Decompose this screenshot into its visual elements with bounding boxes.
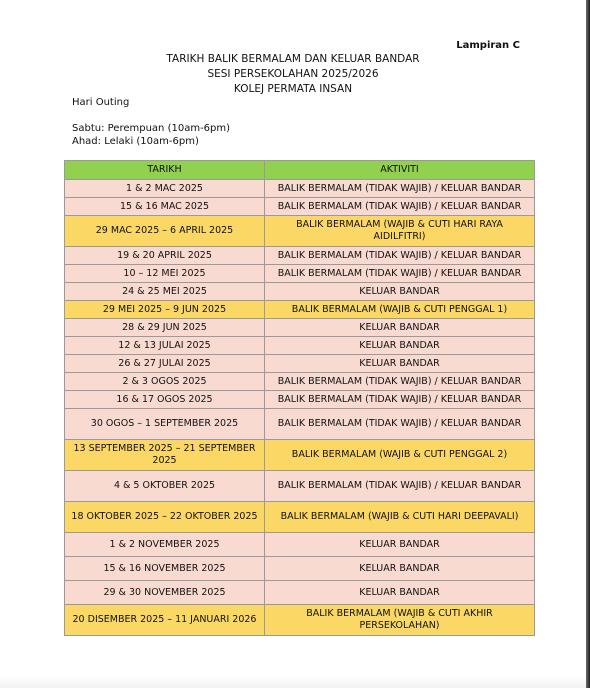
date-cell: 28 & 29 JUN 2025 [65, 319, 265, 337]
table-row [65, 557, 535, 581]
date-cell: 30 OGOS – 1 SEPTEMBER 2025 [65, 409, 265, 440]
table-row [65, 216, 535, 247]
date-cell: 29 & 30 NOVEMBER 2025 [65, 581, 265, 605]
table-row [65, 409, 535, 440]
activity-cell: KELUAR BANDAR [265, 557, 535, 581]
table-row [65, 265, 535, 283]
activity-cell: BALIK BERMALAM (TIDAK WAJIB) / KELUAR BANDAR [265, 265, 535, 283]
schedule-table [64, 160, 535, 636]
date-cell: 20 DISEMBER 2025 – 11 JANUARI 2026 [65, 605, 265, 636]
date-cell: 1 & 2 NOVEMBER 2025 [65, 533, 265, 557]
page-bottom-shade [0, 676, 586, 688]
date-cell: 13 SEPTEMBER 2025 – 21 SEPTEMBER 2025 [65, 440, 265, 471]
activity-cell: KELUAR BANDAR [265, 337, 535, 355]
table-row [65, 581, 535, 605]
saturday-info: Sabtu: Perempuan (10am-6pm) [72, 123, 231, 134]
table-row [65, 319, 535, 337]
activity-cell: KELUAR BANDAR [265, 319, 535, 337]
activity-cell: BALIK BERMALAM (TIDAK WAJIB) / KELUAR BANDAR [265, 391, 535, 409]
page-edge-shadow [586, 0, 590, 688]
table-row [65, 502, 535, 533]
schedule-table-body [65, 180, 535, 636]
activity-cell: KELUAR BANDAR [265, 355, 535, 373]
date-cell: 4 & 5 OKTOBER 2025 [65, 471, 265, 502]
table-row [65, 440, 535, 471]
date-cell: 24 & 25 MEI 2025 [65, 283, 265, 301]
activity-cell: BALIK BERMALAM (WAJIB & CUTI AKHIR PERSEKOLAHAN) [265, 605, 535, 636]
date-cell: 2 & 3 OGOS 2025 [65, 373, 265, 391]
outing-heading: Hari Outing [72, 97, 130, 108]
sunday-info: Ahad: Lelaki (10am-6pm) [72, 136, 199, 147]
table-row [65, 301, 535, 319]
table-row [65, 283, 535, 301]
date-cell: 15 & 16 MAC 2025 [65, 198, 265, 216]
table-row [65, 605, 535, 636]
date-cell: 16 & 17 OGOS 2025 [65, 391, 265, 409]
date-cell: 29 MAC 2025 – 6 APRIL 2025 [65, 216, 265, 247]
date-cell: 15 & 16 NOVEMBER 2025 [65, 557, 265, 581]
activity-cell: BALIK BERMALAM (TIDAK WAJIB) / KELUAR BANDAR [265, 373, 535, 391]
activity-cell: KELUAR BANDAR [265, 581, 535, 605]
table-row [65, 198, 535, 216]
activity-cell: BALIK BERMALAM (WAJIB & CUTI PENGGAL 2) [265, 440, 535, 471]
table-row [65, 337, 535, 355]
table-row [65, 247, 535, 265]
table-row [65, 533, 535, 557]
activity-cell: BALIK BERMALAM (TIDAK WAJIB) / KELUAR BANDAR [265, 471, 535, 502]
activity-cell: BALIK BERMALAM (WAJIB & CUTI HARI RAYA AIDILFITRI) [265, 216, 535, 247]
date-cell: 19 & 20 APRIL 2025 [65, 247, 265, 265]
table-row [65, 355, 535, 373]
activity-cell: BALIK BERMALAM (TIDAK WAJIB) / KELUAR BANDAR [265, 180, 535, 198]
date-cell: 26 & 27 JULAI 2025 [65, 355, 265, 373]
title-line-1: TARIKH BALIK BERMALAM DAN KELUAR BANDAR [166, 53, 420, 65]
title-line-3: KOLEJ PERMATA INSAN [233, 83, 353, 95]
appendix-label: Lampiran C [456, 40, 520, 51]
date-cell: 10 – 12 MEI 2025 [65, 265, 265, 283]
table-row [65, 471, 535, 502]
header-aktiviti: AKTIVITI [265, 161, 535, 180]
table-row [65, 391, 535, 409]
table-header-row [65, 161, 535, 180]
activity-cell: KELUAR BANDAR [265, 533, 535, 557]
date-cell: 18 OKTOBER 2025 – 22 OKTOBER 2025 [65, 502, 265, 533]
document-title [0, 52, 586, 97]
activity-cell: BALIK BERMALAM (WAJIB & CUTI PENGGAL 1) [265, 301, 535, 319]
table-row [65, 180, 535, 198]
activity-cell: BALIK BERMALAM (TIDAK WAJIB) / KELUAR BANDAR [265, 247, 535, 265]
title-line-2: SESI PERSEKOLAHAN 2025/2026 [207, 68, 379, 80]
activity-cell: BALIK BERMALAM (WAJIB & CUTI HARI DEEPAVALI) [265, 502, 535, 533]
table-row [65, 373, 535, 391]
date-cell: 12 & 13 JULAI 2025 [65, 337, 265, 355]
activity-cell: BALIK BERMALAM (TIDAK WAJIB) / KELUAR BANDAR [265, 409, 535, 440]
date-cell: 29 MEI 2025 – 9 JUN 2025 [65, 301, 265, 319]
date-cell: 1 & 2 MAC 2025 [65, 180, 265, 198]
activity-cell: KELUAR BANDAR [265, 283, 535, 301]
activity-cell: BALIK BERMALAM (TIDAK WAJIB) / KELUAR BANDAR [265, 198, 535, 216]
header-tarikh: TARIKH [65, 161, 265, 180]
